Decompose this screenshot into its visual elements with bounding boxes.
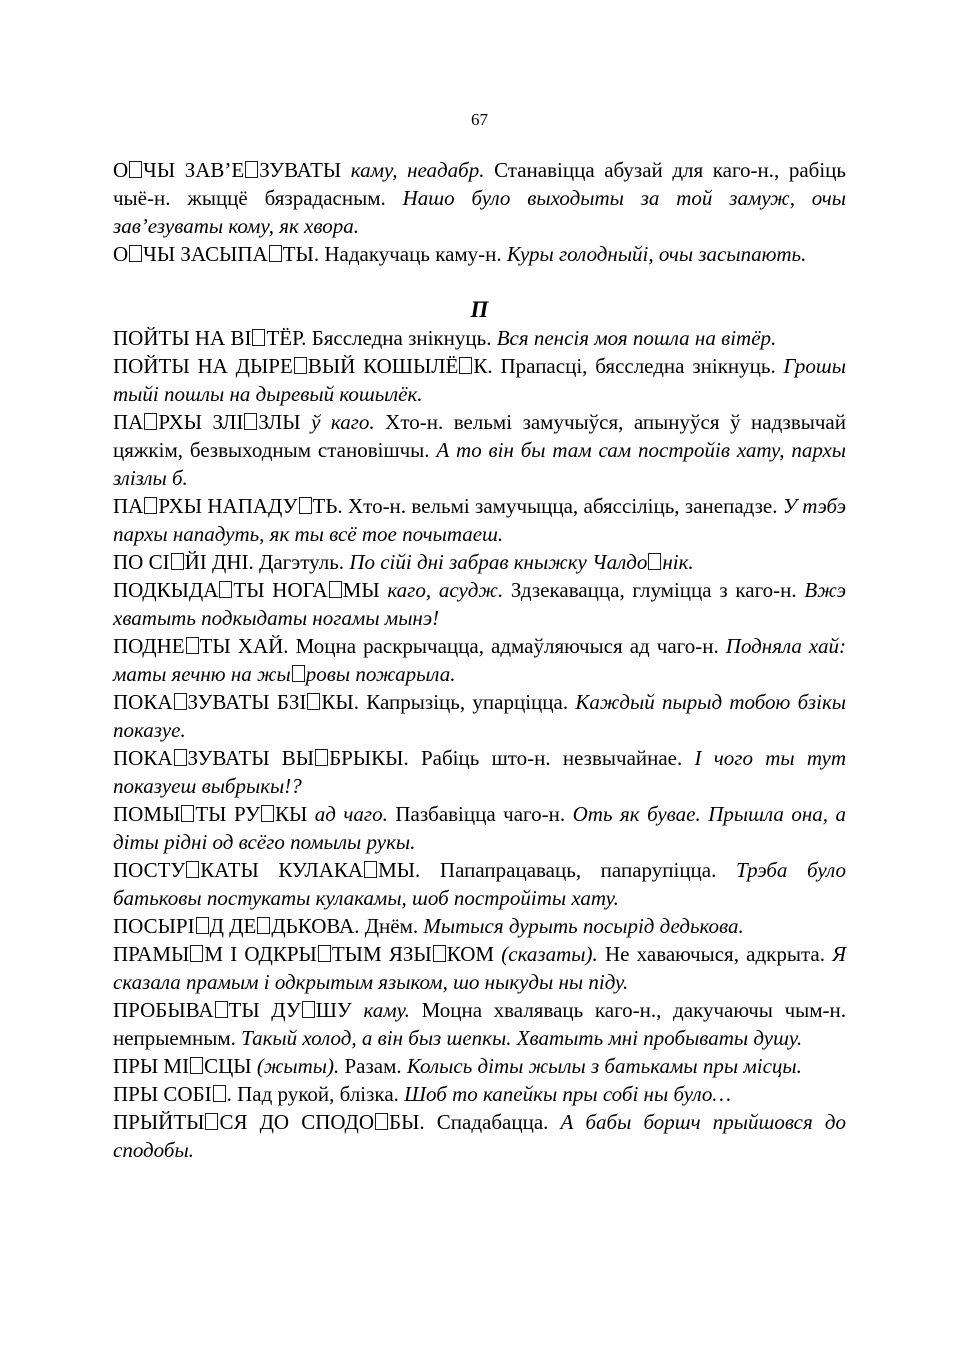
- dictionary-entry: [113, 548, 846, 576]
- entry-head: ПА РХЫ НАПАДУ ТЬ.: [113, 494, 343, 518]
- missing-glyph-box: [171, 553, 184, 570]
- missing-glyph-box: [648, 553, 661, 570]
- entry-def: Капрызіць, упарціцца.: [358, 690, 576, 714]
- entry-example: Вся пенсія моя пошла на вітёр.: [496, 326, 777, 350]
- entry-head: ПРЫ СОБІ .: [113, 1082, 232, 1106]
- entry-example: Куры голодныйі, очы засыпають.: [506, 242, 807, 266]
- entry-def: Здзекавацца, глуміцца з каго-н.: [503, 578, 805, 602]
- entry-example: Оть як бувае. Прышла она, а діты рідні од всёго помылы рукы.: [113, 802, 846, 854]
- entry-def: Моцна хваляваць каго-н., дакучаючы чым-н. непрыемным.: [113, 998, 847, 1050]
- entry-head: ПРЫ МІ СЦЫ: [113, 1054, 257, 1078]
- entry-head: ПОДКЫДА ТЫ НОГА МЫ: [113, 578, 388, 602]
- entry-def: Прапасці, бясследна знікнуць.: [492, 354, 784, 378]
- entry-def: Хто-н. вельмі замучыцца, абяссіліць, занепадзе.: [342, 494, 783, 518]
- missing-glyph-box: [315, 749, 328, 766]
- missing-glyph-box: [174, 749, 187, 766]
- missing-glyph-box: [129, 161, 142, 178]
- dictionary-entry: [113, 632, 846, 688]
- missing-glyph-box: [129, 245, 142, 262]
- entry-head: ПОСТУ КАТЫ КУЛАКА МЫ.: [113, 858, 421, 882]
- missing-glyph-box: [174, 693, 187, 710]
- missing-glyph-box: [244, 413, 257, 430]
- missing-glyph-box: [144, 413, 157, 430]
- entry-example: Такый холод, а він быз шепкы. Хватыть мні пробываты душу.: [241, 1026, 803, 1050]
- entry-def: Моцна раскрычацца, адмаўляючыся ад чаго-н.: [288, 634, 726, 658]
- missing-glyph-box: [219, 581, 232, 598]
- entry-def: Бясследна знікнуць.: [306, 326, 497, 350]
- entry-example: Трэба було батьковы постукаты кулакамы, шоб постройіты хату.: [113, 858, 846, 910]
- missing-glyph-box: [190, 1057, 203, 1074]
- entry-head: ПОКА ЗУВАТЫ ВЫ БРЫКЫ.: [113, 746, 409, 770]
- dictionary-entry: [113, 800, 846, 856]
- entry-def: Разам.: [339, 1054, 407, 1078]
- entry-example: Нашо було выходыты за той замуж, очы зав’езуваты кому, як хвора.: [113, 186, 846, 238]
- entry-head: О ЧЫ ЗАВ’Е ЗУВАТЫ: [113, 158, 351, 182]
- missing-glyph-box: [302, 1001, 315, 1018]
- missing-glyph-box: [196, 917, 209, 934]
- entry-label: каго, асудж.: [387, 578, 504, 602]
- entry-example: Каждый пырыд тобою бзікы показуе.: [113, 690, 846, 742]
- missing-glyph-box: [364, 861, 377, 878]
- dictionary-entry: [113, 1052, 846, 1080]
- missing-glyph-box: [292, 665, 305, 682]
- dictionary-entry: [113, 996, 846, 1052]
- entry-example: Вжэ хватыть подкыдаты ногамы мынэ!: [113, 578, 846, 630]
- missing-glyph-box: [215, 1001, 228, 1018]
- dictionary-entry: [113, 156, 846, 240]
- entry-def: Рабіць што-н. незвычайнае.: [408, 746, 695, 770]
- dictionary-entry: [113, 912, 846, 940]
- entry-example: Я сказала прамым і одкрытым языком, шо ныкуды ны піду.: [113, 942, 847, 994]
- entry-example: А бабы боршч прыйшовся до сподобы.: [113, 1110, 846, 1162]
- entry-def: Станавіцца абузай для каго-н., рабіць чыё-н. жыццё бязрадасным.: [113, 158, 846, 210]
- entry-label: каму.: [363, 998, 410, 1022]
- dictionary-entry: [113, 1108, 846, 1164]
- entry-example: Шоб то капейкы пры собі ны було…: [404, 1082, 732, 1106]
- entry-def: Надакучаць каму-н.: [319, 242, 507, 266]
- entry-label: ад чаго.: [314, 802, 388, 826]
- entry-head: ПРЫЙТЫ СЯ ДО СПОДО БЫ.: [113, 1110, 425, 1134]
- missing-glyph-box: [375, 1113, 388, 1130]
- entry-def: Днём.: [359, 914, 424, 938]
- entry-example: Колысь діты жылы з батькамы пры місцы.: [406, 1054, 802, 1078]
- missing-glyph-box: [261, 805, 274, 822]
- missing-glyph-box: [186, 637, 199, 654]
- missing-glyph-box: [205, 1113, 218, 1130]
- entry-def: Дагэтуль.: [253, 550, 350, 574]
- dictionary-entry: [113, 940, 846, 996]
- missing-glyph-box: [269, 245, 282, 262]
- entry-head: ПА РХЫ ЗЛІ ЗЛЫ: [113, 410, 312, 434]
- dictionary-entry: [113, 408, 846, 492]
- entry-def: Папапрацаваць, папарупіцца.: [420, 858, 736, 882]
- dictionary-entry: [113, 576, 846, 632]
- entry-example: Грошы тыйі пошлы на дыревый кошылёк.: [113, 354, 846, 406]
- missing-glyph-box: [459, 357, 472, 374]
- dictionary-entry: [113, 688, 846, 744]
- dictionary-entry: [113, 492, 846, 548]
- entry-def: Хто-н. вельмі замучыўся, апынуўся ў надзвычай цяжкім, безвыходным становішчы.: [113, 410, 846, 462]
- entry-example: Подняла хай: маты яечню на жы ровы пожарыла.: [113, 634, 846, 686]
- missing-glyph-box: [181, 805, 194, 822]
- missing-glyph-box: [257, 917, 270, 934]
- entry-head: ПРОБЫВА ТЫ ДУ ШУ: [113, 998, 364, 1022]
- entry-head: ПОЙТЫ НА ДЫРЕ ВЫЙ КОШЫЛЁ К.: [113, 354, 493, 378]
- dictionary-content: [113, 156, 846, 1164]
- entry-example: По сійі дні забрав кныжку Чалдо нік.: [349, 550, 694, 574]
- entry-head: ПОКА ЗУВАТЫ БЗІ КЫ.: [113, 690, 359, 714]
- entry-head: ПОЙТЫ НА ВІ ТЁР.: [113, 326, 307, 350]
- missing-glyph-box: [144, 497, 157, 514]
- missing-glyph-box: [433, 945, 446, 962]
- entry-def: Пазбавіцца чаго-н.: [387, 802, 573, 826]
- missing-glyph-box: [329, 581, 342, 598]
- dictionary-entry: [113, 1080, 846, 1108]
- entry-example: У тэбэ пархы нападуть, як ты всё тое почытаеш.: [113, 494, 846, 546]
- entry-head: О ЧЫ ЗАСЫПА ТЫ.: [113, 242, 320, 266]
- entry-def: Не хаваючыся, адкрыта.: [597, 942, 833, 966]
- dictionary-entry: [113, 352, 846, 408]
- page-number: 67: [471, 110, 488, 129]
- entry-example: А то він бы там сам постройів хату, пархы злізлы б.: [113, 438, 846, 490]
- entry-head: ПО СІ ЙІ ДНІ.: [113, 550, 254, 574]
- entry-label: (сказаты).: [501, 942, 598, 966]
- section-letter: П: [470, 297, 489, 322]
- entry-label: каму, неадабр.: [350, 158, 485, 182]
- missing-glyph-box: [245, 161, 258, 178]
- dictionary-entry: [113, 744, 846, 800]
- missing-glyph-box: [190, 945, 203, 962]
- entry-label: ў каго.: [311, 410, 375, 434]
- entry-head: ПРАМЫ М І ОДКРЫ ТЫМ ЯЗЫ КОМ: [113, 942, 502, 966]
- missing-glyph-box: [252, 329, 265, 346]
- entry-head: ПОСЫРІ Д ДЕ ДЬКОВА.: [113, 914, 360, 938]
- missing-glyph-box: [186, 861, 199, 878]
- dictionary-entry: [113, 856, 846, 912]
- missing-glyph-box: [299, 497, 312, 514]
- entry-def: Пад рукой, блізка.: [231, 1082, 405, 1106]
- entry-head: ПОМЫ ТЫ РУ КЫ: [113, 802, 315, 826]
- entry-example: І чого ты тут показуеш выбрыкы!?: [113, 746, 846, 798]
- entry-head: ПОДНЕ ТЫ ХАЙ.: [113, 634, 289, 658]
- missing-glyph-box: [213, 1085, 226, 1102]
- missing-glyph-box: [307, 693, 320, 710]
- entry-label: (жыты).: [256, 1054, 340, 1078]
- dictionary-entry: [113, 240, 846, 268]
- missing-glyph-box: [318, 945, 331, 962]
- entry-def: Спадабацца.: [424, 1110, 561, 1134]
- entry-example: Мытыся дурыть посырід дедькова.: [423, 914, 744, 938]
- missing-glyph-box: [294, 357, 307, 374]
- dictionary-entry: [113, 324, 846, 352]
